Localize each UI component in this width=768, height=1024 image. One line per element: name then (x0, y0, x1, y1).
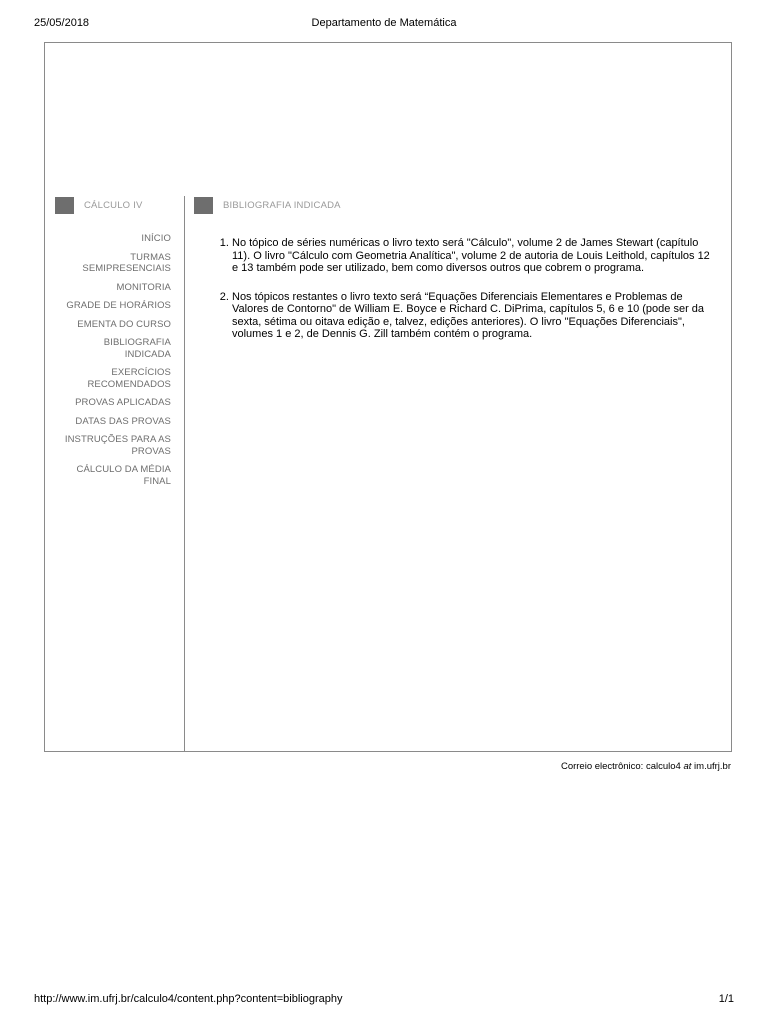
print-title: Departamento de Matemática (311, 17, 457, 29)
main-header (194, 197, 341, 214)
square-icon (55, 197, 74, 214)
bibliography-content (217, 237, 717, 357)
square-icon (194, 197, 213, 214)
print-date: 25/05/2018 (34, 17, 90, 29)
sidebar-item-exercicios[interactable]: EXERCÍCIOS RECOMENDADOS (87, 367, 171, 390)
page-frame (44, 42, 732, 752)
list-item: 1. No tópico de séries numéricas o livro texto será "Cálculo", volume 2 de James Stewart (capítulo 11). O livro "Cálculo com Geometria Analítica", volume 2 de autoria de Louis Leithold, capítulos 12 e 13 também pode ser utilizado, bem como diversos outros que cobrem o programa. (232, 237, 717, 275)
column-divider (184, 196, 185, 752)
sidebar-item-instrucoes[interactable]: INSTRUÇÕES PARA AS PROVAS (64, 434, 171, 457)
list-item: 2. Nos tópicos restantes o livro texto será “Equações Diferenciais Elementares e Problemas de Valores de Contorno" de William E. Boyce e Richard C. DiPrima, capítulos 5, 6 e 10 (pode ser da sexta, sétima ou oitava edição e, talvez, edições anteriores). O livro "Equações Diferenciais", volumes 1 e 2, de Dennis G. Zill também contém o programa. (232, 291, 717, 341)
sidebar-title: CÁLCULO IV (84, 200, 143, 211)
sidebar-item-bibliografia[interactable]: BIBLIOGRAFIA INDICADA (103, 337, 171, 360)
sidebar-header (55, 197, 143, 214)
sidebar-item-ementa[interactable]: EMENTA DO CURSO (77, 318, 171, 330)
email-prefix: Correio electrônico: calculo4 (560, 761, 681, 772)
sidebar-item-media[interactable]: CÁLCULO DA MÉDIA FINAL (76, 464, 171, 487)
sidebar-item-grade[interactable]: GRADE DE HORÁRIOS (66, 300, 171, 311)
print-page-number: 1/1 (718, 993, 734, 1005)
print-url: http://www.im.ufrj.br/calculo4/content.php?content=bibliography (34, 993, 343, 1005)
bibliography-list (217, 237, 717, 341)
sidebar-item-provas-aplicadas[interactable]: PROVAS APLICADAS (75, 397, 171, 408)
sidebar-item-inicio[interactable]: INÍCIO (141, 233, 171, 244)
email-at: at (683, 761, 692, 772)
email-domain: im.ufrj.br (694, 761, 731, 772)
sidebar-nav (57, 233, 171, 494)
sidebar-item-turmas[interactable]: TURMAS SEMIPRESENCIAIS (82, 251, 171, 274)
page-title: BIBLIOGRAFIA INDICADA (223, 200, 341, 211)
contact-email (561, 761, 731, 772)
sidebar-item-datas[interactable]: DATAS DAS PROVAS (75, 415, 171, 427)
sidebar-item-monitoria[interactable]: MONITORIA (116, 281, 171, 293)
